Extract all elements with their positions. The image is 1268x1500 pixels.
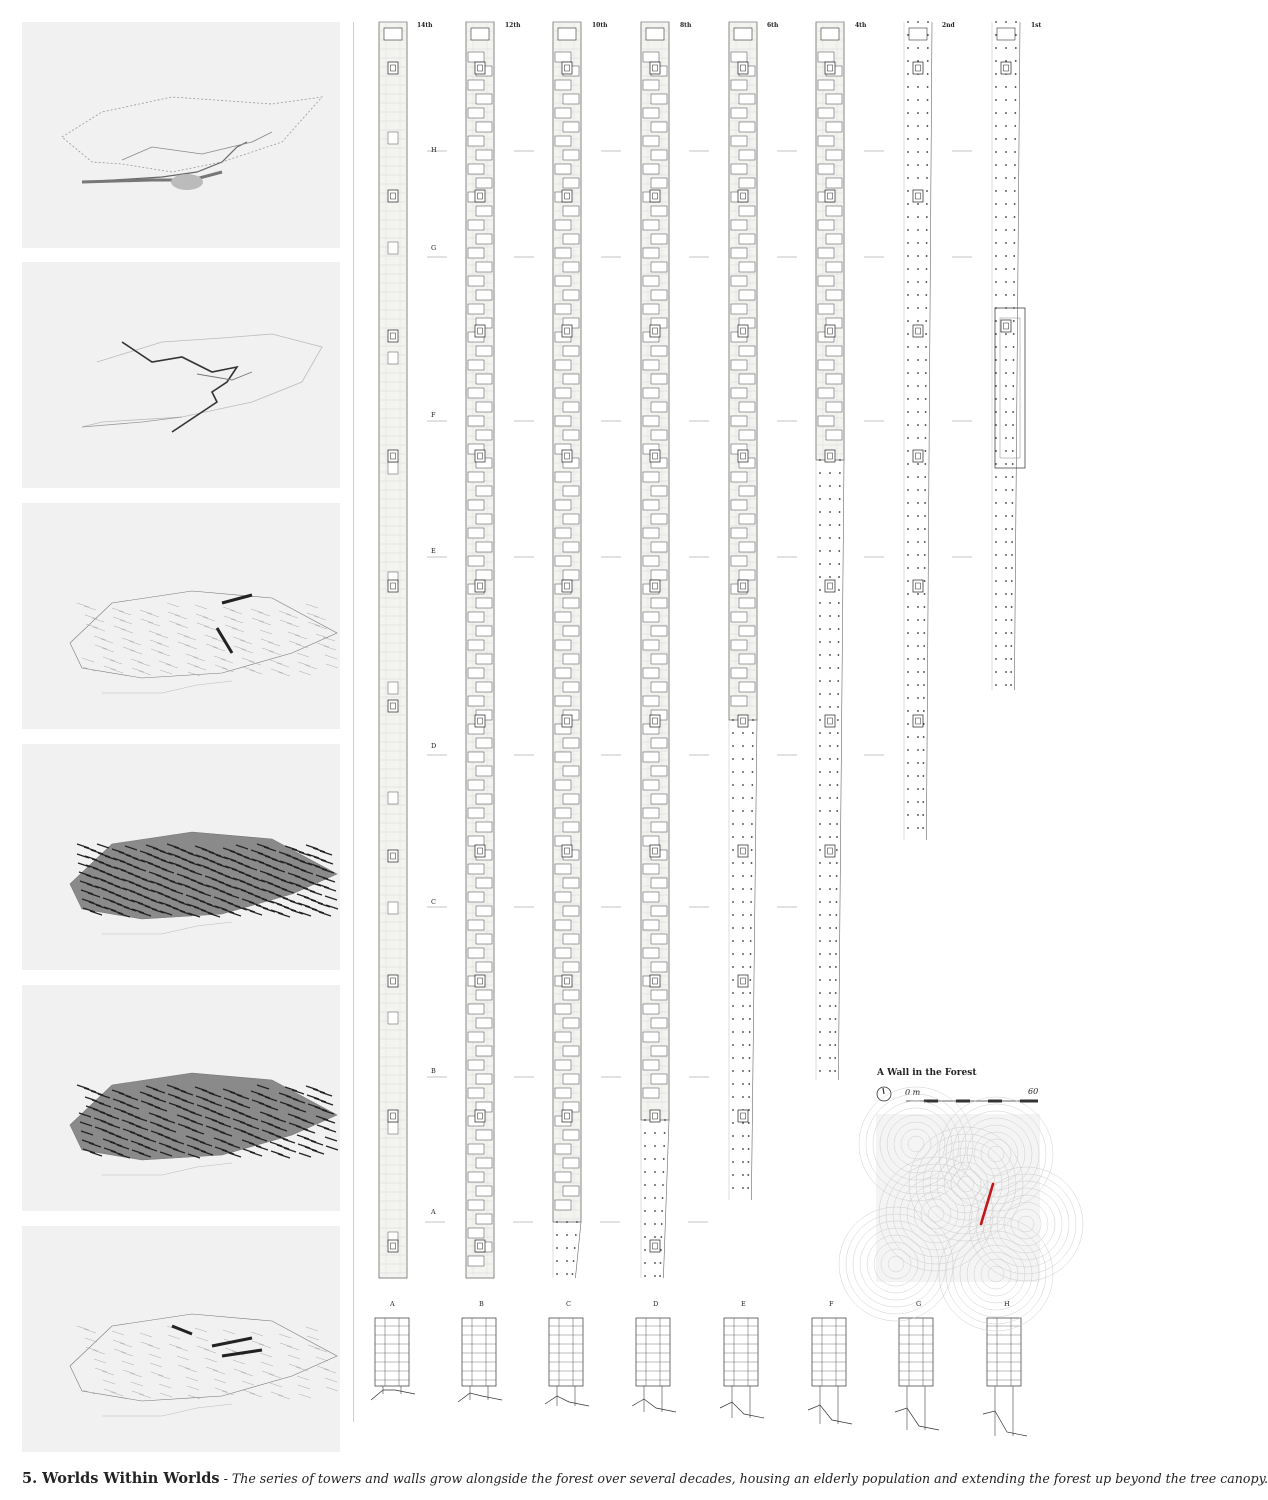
section-label-g: G <box>916 1300 922 1308</box>
cut-letter-c: C <box>431 898 436 906</box>
cut-letter-e: E <box>431 547 436 555</box>
cut-letter-f: F <box>431 411 436 419</box>
floor-label-2nd: 2nd <box>942 22 955 29</box>
section-label-b: B <box>479 1300 484 1308</box>
section-label-f: F <box>829 1300 834 1308</box>
scale-end-label: 60 <box>1028 1087 1039 1096</box>
legend-title: A Wall in the Forest <box>877 1068 977 1078</box>
floor-label-1st: 1st <box>1031 22 1042 29</box>
caption <box>22 1470 1268 1487</box>
cut-letter-h: H <box>431 146 437 154</box>
scale-start-label: 0 m <box>905 1088 921 1097</box>
floor-label-6th: 6th <box>767 22 779 29</box>
caption-separator: - <box>219 1471 232 1486</box>
floor-label-8th: 8th <box>680 22 692 29</box>
floor-label-12th: 12th <box>505 22 521 29</box>
section-label-d: D <box>653 1300 659 1308</box>
section-label-a: A <box>390 1300 395 1308</box>
floor-label-14th: 14th <box>417 22 433 29</box>
caption-title: 5. Worlds Within Worlds <box>22 1470 220 1487</box>
section-label-e: E <box>741 1300 746 1308</box>
cut-letter-b: B <box>431 1067 436 1075</box>
cut-letter-g: G <box>431 244 437 252</box>
floor-label-4th: 4th <box>855 22 867 29</box>
section-label-c: C <box>566 1300 571 1308</box>
forest-plan <box>876 1114 1040 1282</box>
floor-label-10th: 10th <box>592 22 608 29</box>
section-label-h: H <box>1004 1300 1010 1308</box>
cut-letter-a: A <box>431 1208 436 1216</box>
caption-body: The series of towers and walls grow alongside the forest over several decades, housing an elderly population and extending the forest up beyond the tree canopy. <box>231 1471 1268 1486</box>
cut-letter-d: D <box>431 742 437 750</box>
